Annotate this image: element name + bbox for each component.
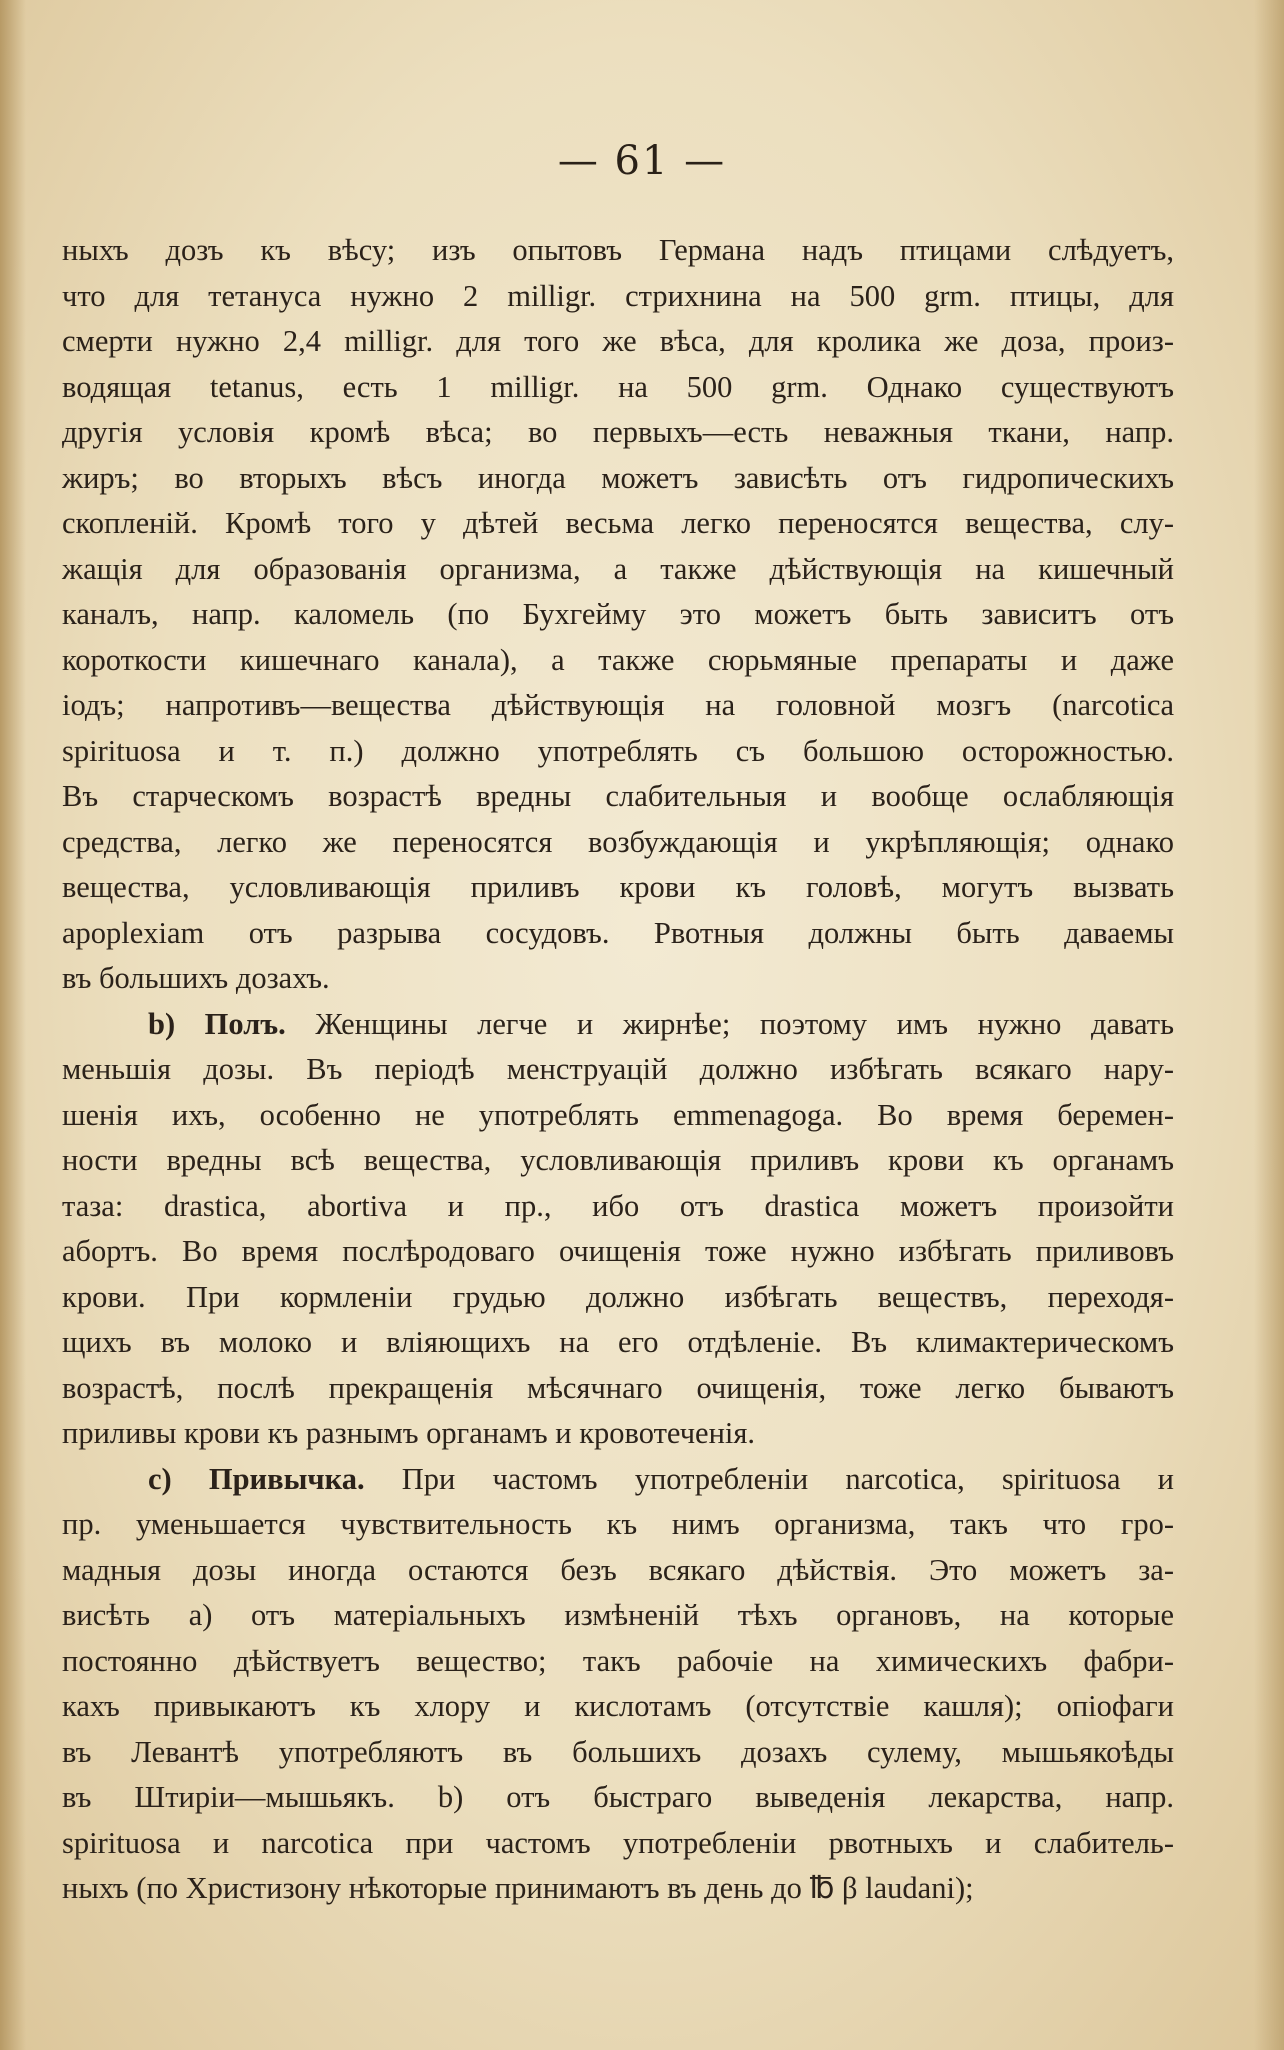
section-heading: b) Полъ. [148,1006,286,1041]
line-text: жиръ; во вторыхъ вѣсъ иногда можетъ зависѣть отъ гидропическихъ [62,460,1174,495]
text-line [62,1184,1174,1230]
line-text: іодъ; напротивъ—вещества дѣйствующія на головной мозгъ (narcotica [62,688,1174,722]
text-line [62,456,1174,502]
line-text: каналъ, напр. каломель (по Бухгейму это можетъ быть зависитъ отъ [62,597,1174,631]
line-text: короткости кишечнаго канала), а также сюрьмяные препараты и даже [62,642,1174,677]
text-line [62,1229,1174,1275]
text-line [62,547,1174,593]
line-text: кахъ привыкаютъ къ хлору и кислотамъ (отсутствіе кашля); опіофаги [62,1689,1174,1723]
line-text: жащія для образованія организма, а также дѣйствующія на кишечный [62,551,1174,586]
line-text: абортъ. Во время послѣродоваго очищенія тоже нужно избѣгать приливовъ [62,1234,1174,1268]
text-line [62,1730,1174,1776]
text-line [62,501,1174,547]
text-line [62,592,1174,638]
text-line [62,638,1174,684]
text-line [62,1548,1174,1594]
body-text [62,228,1174,1912]
line-text: При частомъ употребленіи narcotica, spirituosa и [364,1461,1174,1496]
line-text: смерти нужно 2,4 milligr. для того же вѣса, для кролика же доза, произ- [62,324,1174,358]
text-line [62,274,1174,320]
paragraph-habit [62,1457,1174,1912]
text-line [62,729,1174,775]
text-line [62,1502,1174,1548]
text-line [62,1593,1174,1639]
text-line [62,683,1174,729]
text-line [62,1821,1174,1867]
text-line [62,410,1174,456]
text-line [62,1457,1174,1503]
text-line [62,1320,1174,1366]
line-text: ности вредны всѣ вещества, условливающія приливъ крови къ органамъ [62,1143,1174,1177]
text-line [62,820,1174,866]
text-line [62,774,1174,820]
line-text: вещества, условливающія приливъ крови къ головѣ, могутъ вызвать [62,870,1174,904]
page-edge-shadow-right [1254,0,1284,2050]
line-text: меньшія дозы. Въ періодѣ менструацій должно избѣгать всякаго нару- [62,1052,1174,1086]
line-text: что для тетануса нужно 2 milligr. стрихнина на 500 grm. птицы, для [62,278,1174,313]
text-line [62,1866,1174,1912]
page-number: — 61 — [557,138,727,184]
section-heading: c) Привычка. [148,1461,365,1496]
text-line [62,1639,1174,1685]
text-line [62,1047,1174,1093]
line-text: въ Штиріи—мышьякъ. b) отъ быстраго выведенія лекарства, напр. [62,1780,1174,1814]
line-text: висѣть a) отъ матеріальныхъ измѣненій тѣхъ органовъ, на которые [62,1598,1174,1632]
line-text: таза: drastica, abortiva и пр., ибо отъ drastica можетъ произойти [62,1188,1174,1223]
text-line [62,1775,1174,1821]
text-line [62,1366,1174,1412]
text-line [62,1684,1174,1730]
line-text: ныхъ дозъ къ вѣсу; изъ опытовъ Германа надъ птицами слѣдуетъ, [62,233,1174,267]
text-line [62,1002,1174,1048]
line-text: spirituosa и т. п.) должно употреблять съ большою осторожностью. [62,733,1174,768]
text-line [62,1093,1174,1139]
line-text: постоянно дѣйствуетъ вещество; такъ рабочіе на химическихъ фабри- [62,1643,1174,1678]
line-text: въ большихъ дозахъ. [62,961,330,995]
text-line [62,865,1174,911]
line-text: водящая tetanus, есть 1 milligr. на 500 grm. Однако существуютъ [62,369,1174,404]
text-line [62,956,1174,1002]
page-edge-shadow-left [0,0,26,2050]
line-text: приливы крови къ разнымъ органамъ и кровотеченія. [62,1416,756,1450]
text-line [62,319,1174,365]
paragraph-age [62,228,1174,1002]
line-text: въ Левантѣ употребляютъ въ большихъ дозахъ сулему, мышьякоѣды [62,1734,1174,1769]
line-text: Въ старческомъ возрастѣ вредны слабительныя и вообще ослабляющія [62,779,1174,813]
text-line [62,1138,1174,1184]
line-text: мадныя дозы иногда остаются безъ всякаго дѣйствія. Это можетъ за- [62,1552,1174,1587]
text-line [62,365,1174,411]
line-text: apoplexiam отъ разрыва сосудовъ. Рвотныя должны быть даваемы [62,915,1174,950]
text-line [62,911,1174,957]
line-text: пр. уменьшается чувствительность къ нимъ организма, такъ что гро- [62,1507,1174,1541]
line-text: Женщины легче и жирнѣе; поэтому имъ нужно давать [285,1006,1174,1041]
paragraph-sex [62,1002,1174,1457]
text-line [62,228,1174,274]
line-text: щихъ въ молоко и вліяющихъ на его отдѣленіе. Въ климактерическомъ [62,1325,1174,1359]
line-text: другія условія кромѣ вѣса; во первыхъ—есть неважныя ткани, напр. [62,415,1174,449]
line-text: скопленій. Кромѣ того у дѣтей весьма легко переносятся вещества, слу- [62,506,1174,540]
text-line [62,1411,1174,1457]
line-text: шенія ихъ, особенно не употреблять emmenagoga. Во время беремен- [62,1097,1174,1132]
line-text: возрастѣ, послѣ прекращенія мѣсячнаго очищенія, тоже легко бываютъ [62,1370,1174,1405]
text-line [62,1275,1174,1321]
line-text: spirituosa и narcotica при частомъ употребленіи рвотныхъ и слабитель- [62,1825,1174,1860]
line-text: крови. При кормленіи грудью должно избѣгать веществъ, переходя- [62,1279,1174,1314]
line-text: средства, легко же переносятся возбуждающія и укрѣпляющія; однако [62,824,1174,859]
line-text: ныхъ (по Христизону нѣкоторые принимаютъ въ день до ℔ β laudani); [62,1871,974,1905]
